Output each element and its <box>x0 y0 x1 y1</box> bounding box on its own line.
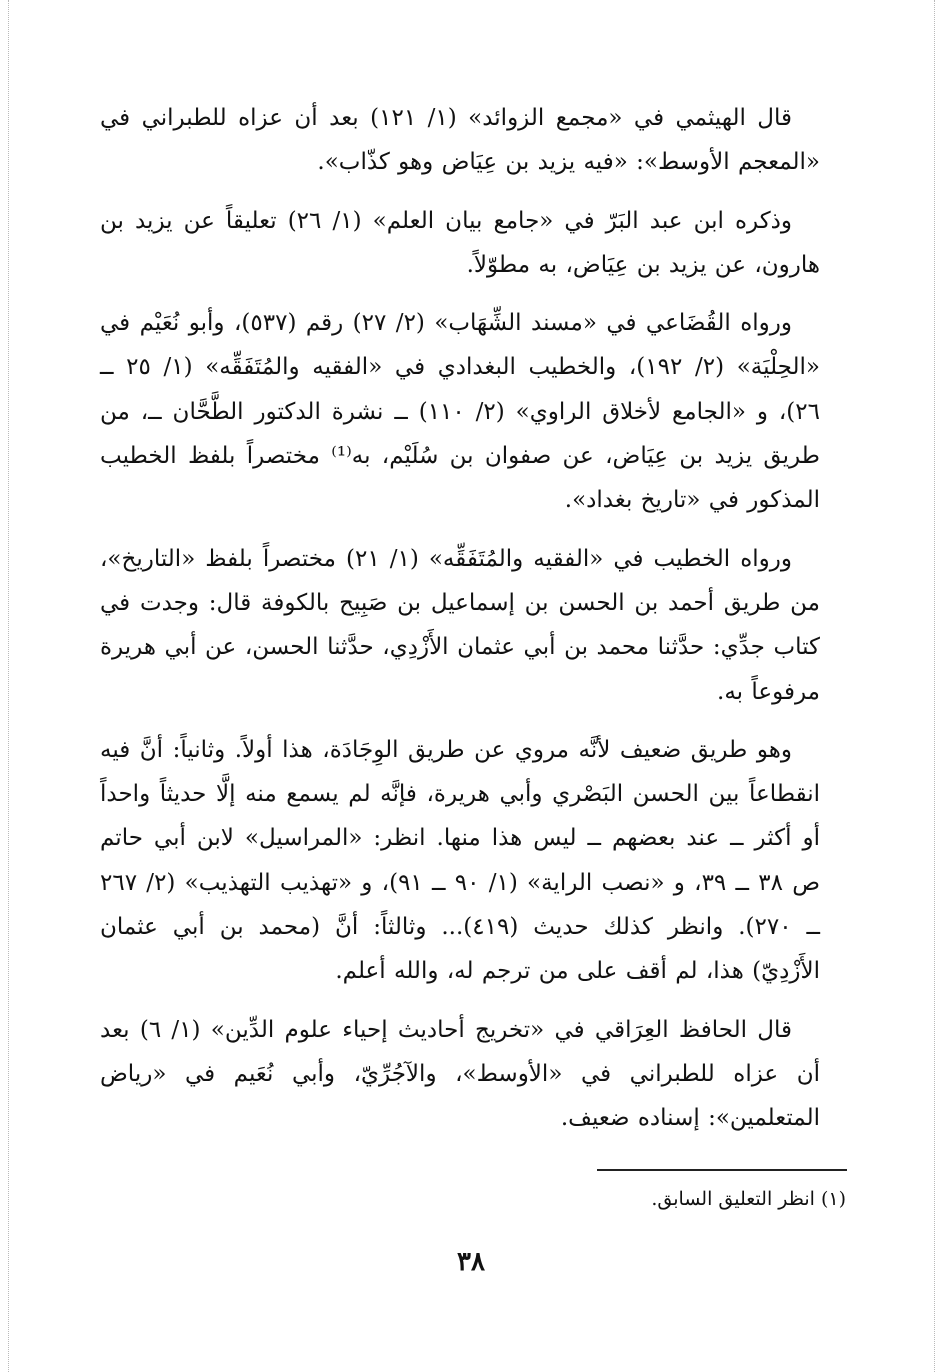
paragraph-iraqi: قال الحافظ العِرَاقي في «تخريج أحاديث إحياء علوم الدِّين» (١/ ٦) بعد أن عزاه للطبراني في «الأوسط»، والآجُرِّيّ، وأبي نُعَيم في «رياض المتعلمين»: إسناده ضعيف. <box>100 1016 820 1132</box>
scan-edge-left <box>8 0 9 1372</box>
paragraph-ibn-abd-al-barr: وذكره ابن عبد البَرّ في «جامع بيان العلم» (١/ ٢٦) تعليقاً عن يزيد بن هارون، عن يزيد بن عِيَاض، به مطوّلاً. <box>100 207 820 278</box>
page-number: ٣٨ <box>457 1247 485 1277</box>
footnote-divider <box>597 1169 847 1171</box>
paragraph-khatib: ورواه الخطيب في «الفقيه والمُتَفَقِّه» (١/ ٢١) مختصراً بلفظ «التاريخ»، من طريق أحمد بن الحسن بن إسماعيل بن صَبِيح بالكوفة قال: وجدت في كتاب جدِّي: حدَّثنا محمد بن أبي عثمان الأَزْدِي، حدَّثنا الحسن، عن أبي هريرة مرفوعاً به. <box>100 545 820 705</box>
main-text <box>100 96 820 1155</box>
scan-edge-right <box>934 0 935 1372</box>
paragraph-weakness: وهو طريق ضعيف لأنَّه مروي عن طريق الوِجَادَة، هذا أولاً. وثانياً: أنَّ فيه انقطاعاً بين الحسن البَصْري وأبي هريرة، فإنَّه لم يسمع منه إلَّا حديثاً واحداً أو أكثر ــ عند بعضهم ــ ليس هذا منها. انظر: «المراسيل» لابن أبي حاتم ص ٣٨ ــ ٣٩، و «نصب الراية» (١/ ٩٠ ــ ٩١)، و «تهذيب التهذيب» (٢/ ٢٦٧ ــ ٢٧٠). وانظر كذلك حديث (٤١٩)... وثالثاً: أنَّ (محمد بن أبي عثمان الأَزْدِيّ) هذا، لم أقف على من ترجم له، والله أعلم. <box>100 736 821 985</box>
paragraph-qudai: ورواه القُضَاعي في «مسند الشِّهَاب» (٢/ ٢٧) رقم (٥٣٧)، وأبو نُعَيْم في «الحِلْيَة» (٢/ ١٩٢)، والخطيب البغدادي في «الفقيه والمُتَفَقِّه» (١/ ٢٥ ــ ٢٦)، و «الجامع لأخلاق الراوي» (٢/ ١١٠) ــ نشرة الدكتور الطَّحَّان ــ، من طريق يزيد بن عِيَاض، عن صفوان بن سُلَيْم، به⁽¹⁾ مختصراً بلفظ الخطيب المذكور في «تاريخ بغداد». <box>100 310 820 514</box>
footnote: (١) انظر التعليق السابق. <box>651 1188 846 1210</box>
paragraph-haythami: قال الهيثمي في «مجمع الزوائد» (١/ ١٢١) بعد أن عزاه للطبراني في «المعجم الأوسط»: «فيه يزيد بن عِيَاض وهو كذّاب». <box>100 105 820 176</box>
